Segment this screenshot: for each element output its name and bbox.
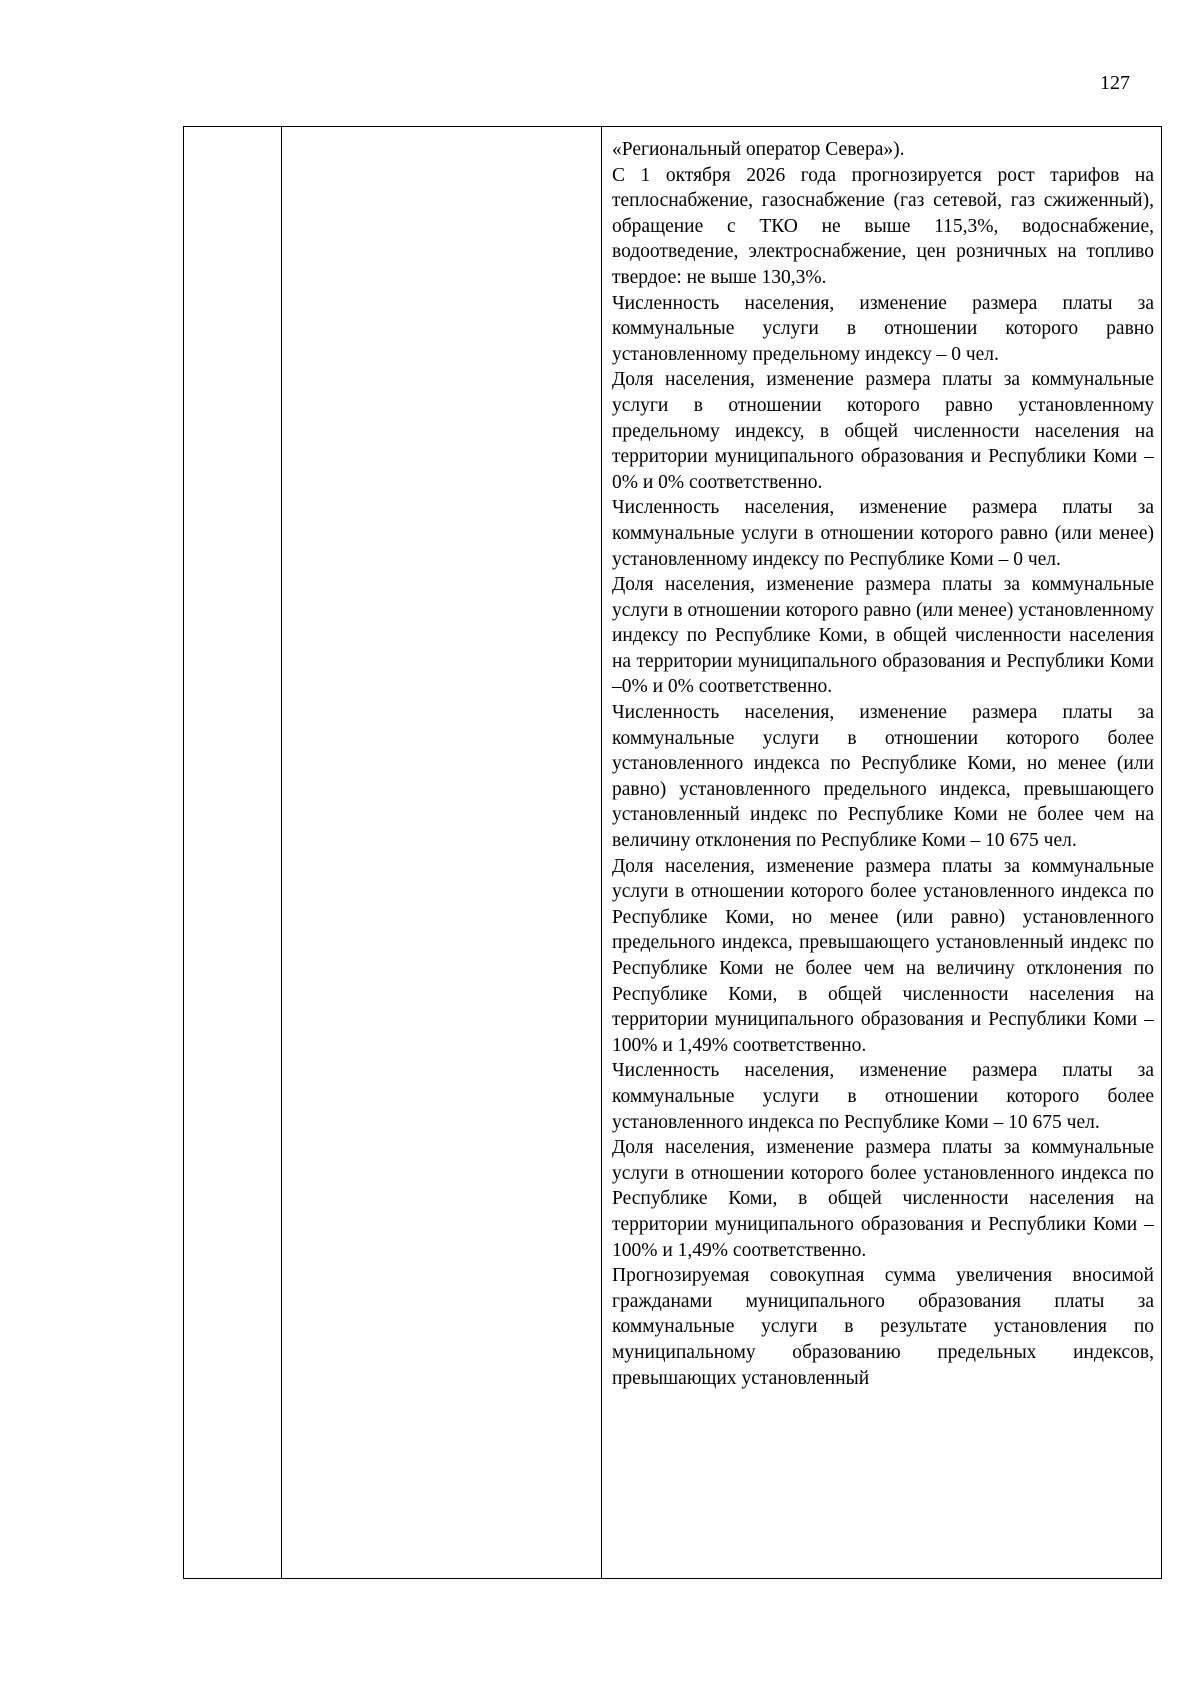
paragraph-share-equal-index: Доля населения, изменение размера платы за коммунальные услуги в отношении которого равно (или менее) установленному индексу по Республике Коми, в общей численности населения на территории муниципального образования и Республики Коми –0% и 0% соответственно. [612, 574, 1154, 698]
table-column-1 [184, 127, 282, 1578]
paragraph-share-above-index: Доля населения, изменение размера платы за коммунальные услуги в отношении которого более установленного индекса по Республике Коми, в общей численности населения на территории муниципального образования и Республики Коми – 100% и 1,49% соответственно. [612, 1137, 1154, 1261]
paragraph-tariff-forecast: С 1 октября 2026 года прогнозируется рост тарифов на теплоснабжение, газоснабжение (газ сетевой, газ сжиженный), обращение с ТКО не выше 115,3%, водоснабжение, водоотведение, электроснабжение, цен розничных на топливо твердое: не выше 130,3%. [612, 164, 1154, 288]
paragraph-forecast-total-increase: Прогнозируемая совокупная сумма увеличения вносимой гражданами муниципального образования платы за коммунальные услуги в результате установления по муниципальному образованию предельных индексов, превышающих установленный [612, 1265, 1154, 1389]
page-number: 127 [1100, 72, 1130, 94]
paragraph-population-within-deviation: Численность населения, изменение размера платы за коммунальные услуги в отношении которого более установленного индекса по Республике Коми, но менее (или равно) установленного предельного индекса, превышающего установленный индекс по Республике Коми не более чем на величину отклонения по Республике Коми – 10 675 чел. [612, 702, 1154, 852]
paragraph-population-above-index: Численность населения, изменение размера платы за коммунальные услуги в отношении которого более установленного индекса по Республике Коми – 10 675 чел. [612, 1060, 1154, 1133]
paragraph-share-within-deviation: Доля населения, изменение размера платы за коммунальные услуги в отношении которого более установленного индекса по Республике Коми, но менее (или равно) установленного предельного индекса, превышающего установленный индекс по Республике Коми не более чем на величину отклонения по Республике Коми, в общей численности населения на территории муниципального образования и Республики Коми – 100% и 1,49% соответственно. [612, 855, 1154, 1056]
table-column-2 [282, 127, 602, 1578]
table-column-3 [602, 127, 1161, 1578]
paragraph-population-equal-limit: Численность населения, изменение размера платы за коммунальные услуги в отношении которого равно установленному предельному индексу – 0 чел. [612, 292, 1154, 365]
document-table [183, 126, 1162, 1579]
paragraph-share-equal-limit: Доля населения, изменение размера платы за коммунальные услуги в отношении которого равно установленному предельному индексу, в общей численности населения на территории муниципального образования и Республики Коми – 0% и 0% соответственно. [612, 369, 1154, 493]
paragraph-operator-name: «Региональный оператор Севера»). [612, 139, 905, 160]
paragraph-population-equal-index: Численность населения, изменение размера платы за коммунальные услуги в отношении которого равно (или менее) установленному индексу по Республике Коми – 0 чел. [612, 497, 1154, 570]
